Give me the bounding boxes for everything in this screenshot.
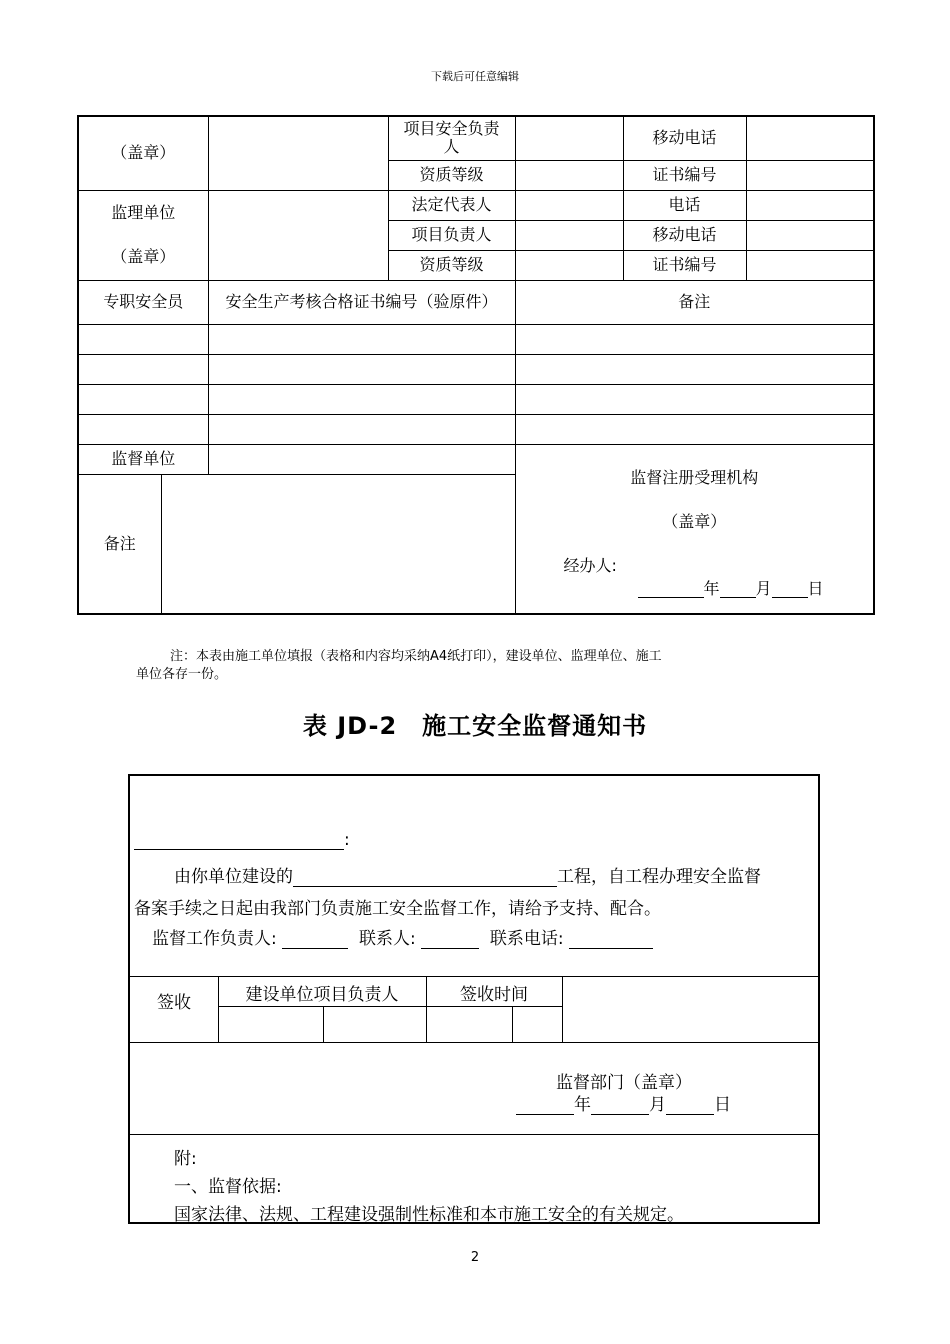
cert-exam-label: 安全生产考核合格证书编号（验原件） (208, 280, 515, 324)
sign-label: 签收 (157, 993, 191, 1013)
registry-label: 监督注册受理机构 (630, 467, 759, 487)
registry-seal: （盖章） (662, 511, 727, 531)
basis-heading: 一、监督依据: (174, 1177, 282, 1197)
project-safety-lead-value[interactable] (515, 116, 623, 160)
handler-label: 经办人: (563, 555, 617, 575)
notice-paragraph-2: 备案手续之日起由我部门负责施工安全监督工作，请给予支持、配合。 (134, 899, 661, 919)
form-title: 表 JD-2 施工安全监督通知书 (302, 712, 648, 740)
legal-rep-value[interactable] (515, 190, 623, 220)
mobile-label-2: 移动电话 (623, 220, 746, 250)
phone-label: 电话 (623, 190, 746, 220)
officer-cert-3[interactable] (208, 384, 515, 414)
officer-cert-4[interactable] (208, 414, 515, 444)
table-note (136, 648, 836, 684)
project-lead-label: 项目负责人 (388, 220, 515, 250)
page-number: 2 (470, 1250, 480, 1265)
attach-label: 附: (174, 1149, 197, 1169)
registry-date: 年 月 日 (638, 579, 824, 598)
officer-cert-2[interactable] (208, 354, 515, 384)
mobile-value-2[interactable] (746, 220, 874, 250)
notice-paragraph-1: 由你单位建设的 工程，自工程办理安全监督 (174, 867, 761, 887)
phone-value[interactable] (746, 190, 874, 220)
build-lead-label: 建设单位项目负责人 (245, 985, 399, 1005)
sign-time-label: 签收时间 (460, 985, 528, 1005)
note-line-1: 注：本表由施工单位填报（表格和内容均采纳A4纸打印），建设单位、监理单位、施工 (170, 649, 662, 664)
officer-remark-3[interactable] (515, 384, 874, 414)
registry-stamp-area (515, 444, 874, 614)
qualification-value-1[interactable] (515, 160, 623, 190)
contacts-line: 监督工作负责人: 联系人: 联系电话: (152, 924, 653, 949)
officer-remark-4[interactable] (515, 414, 874, 444)
officer-row-2[interactable] (78, 354, 208, 384)
officer-cert-1[interactable] (208, 324, 515, 354)
cert-no-label-1: 证书编号 (623, 160, 746, 190)
note-line-2: 单位各存一份。 (136, 667, 228, 682)
qualification-value-2[interactable] (515, 250, 623, 280)
officer-row-3[interactable] (78, 384, 208, 414)
safety-officer-label: 专职安全员 (78, 280, 208, 324)
officer-remark-1[interactable] (515, 324, 874, 354)
qualification-label-1: 资质等级 (388, 160, 515, 190)
remarks-label-2: 备注 (78, 474, 161, 613)
supervise-unit-value[interactable] (208, 444, 515, 474)
officer-remark-2[interactable] (515, 354, 874, 384)
seal-label-1: （盖章） (78, 116, 208, 190)
remarks-value[interactable] (161, 474, 515, 613)
notice-form (128, 774, 820, 1224)
remarks-label-1: 备注 (515, 280, 874, 324)
project-lead-value[interactable] (515, 220, 623, 250)
legal-rep-label: 法定代表人 (388, 190, 515, 220)
officer-row-4[interactable] (78, 414, 208, 444)
cert-no-value-1[interactable] (746, 160, 874, 190)
basis-text: 国家法律、法规、工程建设强制性标准和本市施工安全的有关规定。 (174, 1205, 684, 1225)
project-safety-lead-label: 项目安全负责人 (388, 116, 515, 160)
cert-no-label-2: 证书编号 (623, 250, 746, 280)
mobile-value-1[interactable] (746, 116, 874, 160)
notice-date: 年 月 日 (516, 1090, 731, 1115)
header-note: 下载后可任意编辑 (431, 70, 519, 83)
mobile-label-1: 移动电话 (623, 116, 746, 160)
dept-seal-label: 监督部门（盖章） (556, 1073, 692, 1093)
registration-table (77, 115, 875, 615)
cert-no-value-2[interactable] (746, 250, 874, 280)
qualification-label-2: 资质等级 (388, 250, 515, 280)
officer-row-1[interactable] (78, 324, 208, 354)
unit-value-1[interactable] (208, 116, 388, 190)
supervision-unit-value[interactable] (208, 190, 388, 280)
supervise-unit-label: 监督单位 (78, 444, 208, 474)
supervision-unit-label: 监理单位 （盖章） (78, 190, 208, 280)
addressee-line[interactable]: : (134, 830, 350, 850)
